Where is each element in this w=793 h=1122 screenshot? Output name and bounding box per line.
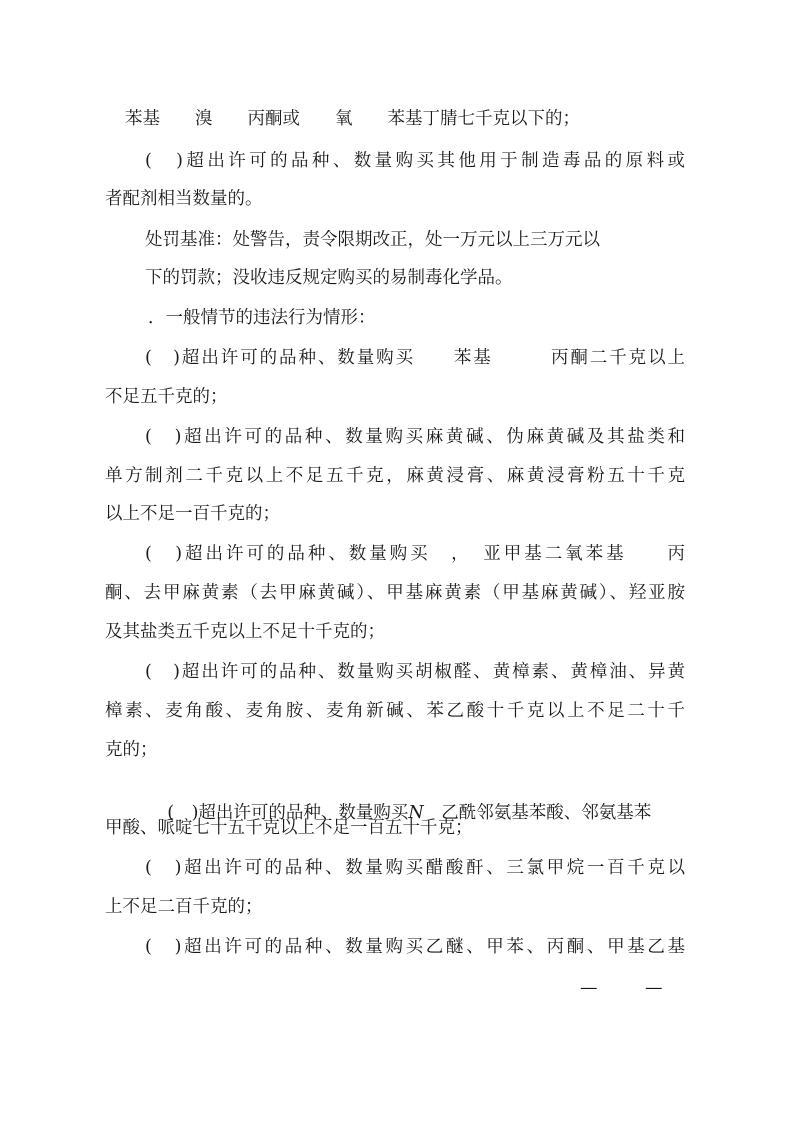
text-line-22: ( )超出许可的品种、数量购买乙醚、甲苯、丙酮、甲基乙基	[145, 937, 685, 957]
text-line-5: 下的罚款；没收违反规定购买的易制毒化学品。	[145, 268, 513, 288]
text-line-14: 及其盐类五千克以上不足十千克的；	[105, 622, 385, 642]
text-line-19: 甲酸、哌啶七十五千克以上不足一百五十千克；	[105, 818, 473, 838]
text-line-21: 上不足二百千克的；	[105, 897, 263, 917]
text-line-11: 以上不足一百千克的；	[105, 504, 280, 524]
text-line-20: ( )超出许可的品种、数量购买醋酸酐、三氯甲烷一百千克以	[145, 858, 685, 878]
text-line-18-italic-n: N	[408, 803, 424, 823]
text-line-16: 樟素、麦角酸、麦角胺、麦角新碱、苯乙酸十千克以上不足二十千	[105, 701, 685, 721]
section-heading: ．一般情节的违法行为情形：	[148, 308, 376, 328]
text-line-18-part-1: ( )超出许可的品种、数量购买	[167, 803, 409, 823]
text-line-15: ( )超出许可的品种、数量购买胡椒醛、黄樟素、黄樟油、异黄	[145, 662, 685, 682]
text-line-10: 单方制剂二千克以上不足五千克，麻黄浸膏、麻黄浸膏粉五十千克	[105, 466, 685, 486]
text-line-17: 克的；	[105, 740, 158, 760]
text-line-13: 酮、去甲麻黄素（去甲麻黄碱）、甲基麻黄素（甲基麻黄碱）、羟亚胺	[105, 583, 685, 603]
page-mark-right: —	[645, 978, 663, 998]
text-line-3: 者配剂相当数量的。	[105, 189, 263, 209]
text-line-12: ( )超出许可的品种、数量购买 ， 亚甲基二氧苯基 丙	[145, 544, 685, 564]
text-line-2: ( )超出许可的品种、数量购买其他用于制造毒品的原料或	[145, 151, 685, 171]
page-mark-left: —	[580, 978, 598, 998]
text-line-8: 不足五千克的；	[105, 387, 228, 407]
text-line-4: 处罚基准：处警告，责令限期改正，处一万元以上三万元以	[145, 230, 600, 250]
text-line-1: 苯基 溴 丙酮或 氧 苯基丁腈七千克以下的；	[125, 109, 580, 129]
text-line-9: ( )超出许可的品种、数量购买麻黄碱、伪麻黄碱及其盐类和	[145, 427, 685, 447]
text-line-18-part-2: 乙酰邻氨基苯酸、邻氨基苯	[423, 803, 652, 823]
text-line-7: ( )超出许可的品种、数量购买 苯基 丙酮二千克以上	[145, 348, 685, 368]
